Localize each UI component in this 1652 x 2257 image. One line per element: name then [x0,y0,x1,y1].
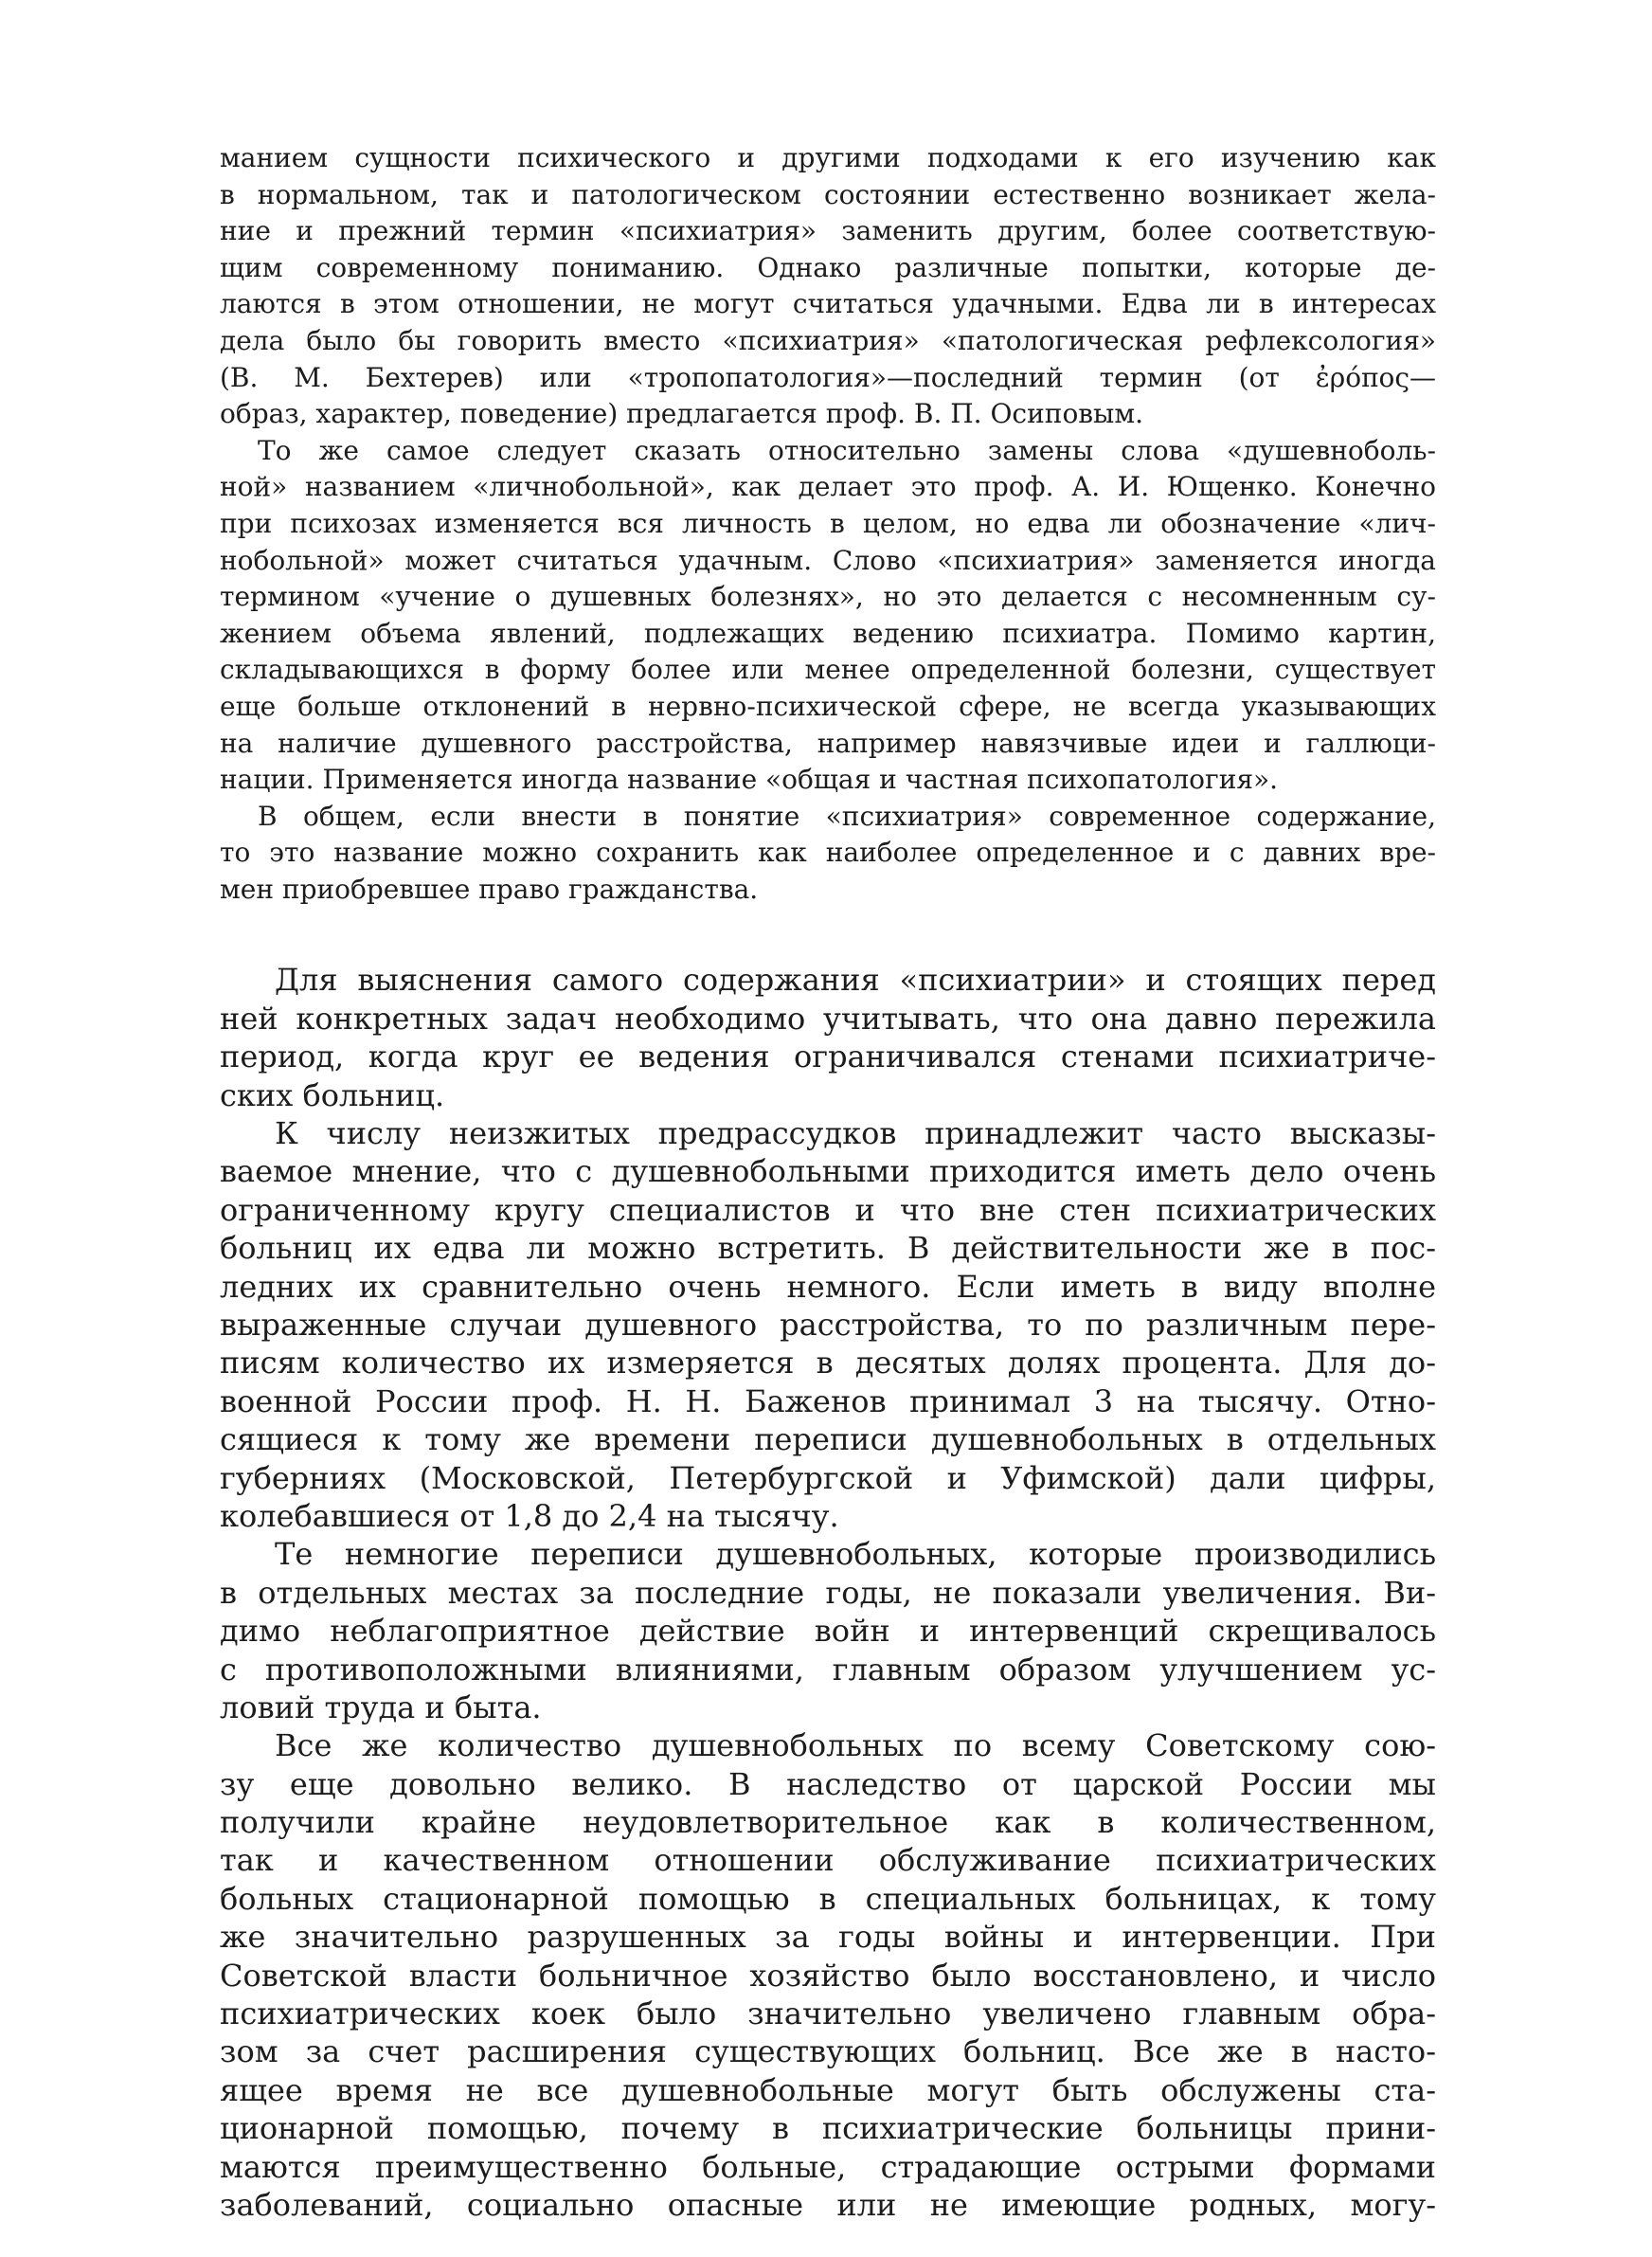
text-line: с противоположными влияниями, главным образом улучшением ус- [220,1651,1436,1688]
text-line: больных стационарной помощью в специальных больницах, к тому [220,1880,1436,1917]
text-line: то это название можно сохранить как наиболее определенное и с давних вре- [220,837,1436,869]
text-line: больниц их едва ли можно встретить. В действительности же в пос- [220,1230,1436,1267]
text-line: дела было бы говорить вместо «психиатрия» «патологическая рефлексология» [220,324,1436,356]
text-line: Советской власти больничное хозяйство было восстановлено, и число [220,1957,1436,1994]
text-line: заболеваний, социально опасные или не имеющие родных, могу- [220,2186,1436,2223]
text-line: термином «учение о душевных болезнях», но это делается с несомненным су- [220,581,1436,613]
text-line: ящее время не все душевнобольные могут быть обслужены ста- [220,2071,1436,2108]
text-line: ной» названием «личнобольной», как делает это проф. А. И. Ющенко. Конечно [220,471,1436,503]
text-line: губерниях (Московской, Петербургской и Уфимской) дали цифры, [220,1459,1436,1496]
paragraph-start-line: Те немногие переписи душевнобольных, которые производились [275,1536,1436,1573]
text-line: лаются в этом отношении, не могут считаться удачными. Едва ли в интересах [220,288,1436,320]
text-line: в нормальном, так и патологическом состоянии естественно возникает жела- [220,178,1436,210]
text-line: нации. Применяется иногда название «общая и частная психопатология». [220,764,1279,796]
text-line: нобольной» может считаться удачным. Слово «психиатрия» заменяется иногда [220,544,1436,576]
text-line: образ, характер, поведение) предлагается проф. В. П. Осиповым. [220,398,1144,430]
paragraph-start-line: К числу неизжитых предрассудков принадлежит часто высказы- [275,1115,1436,1152]
text-line: на наличие душевного расстройства, например навязчивые идеи и галлюци- [220,727,1436,759]
text-line: получили крайне неудовлетворительное как в количественном, [220,1804,1436,1841]
text-line: щим современному пониманию. Однако различные попытки, которые де- [220,251,1436,283]
text-line: период, когда круг ее ведения ограничивался стенами психиатриче- [220,1038,1436,1075]
small-print-block [220,140,1436,908]
text-line: димо неблагоприятное действие войн и интервенций скрещивалось [220,1613,1436,1650]
text-line: ловий труда и быта. [220,1688,542,1725]
text-line: манием сущности психического и другими подходами к его изучению как [220,142,1436,173]
text-line: ограниченному кругу специалистов и что вне стен психиатрических [220,1191,1436,1228]
text-line: выраженные случаи душевного расстройства, то по различным пере- [220,1306,1436,1343]
text-line: (В. М. Бехтерев) или «тропопатология»—последний термин (от ἐρόπος— [220,361,1436,393]
text-line: ледних их сравнительно очень немного. Если иметь в виду вполне [220,1268,1436,1305]
text-line: колебавшиеся от 1,8 до 2,4 на тысячу. [220,1497,839,1534]
text-line: психиатрических коек было значительно увеличено главным обра- [220,1995,1436,2032]
text-line: еще больше отклонений в нервно-психической сфере, не всегда указывающих [220,690,1436,722]
text-line: зу еще довольно велико. В наследство от царской России мы [220,1765,1436,1802]
text-line: ционарной помощью, почему в психиатрические больницы прини- [220,2110,1436,2147]
text-line: ваемое мнение, что с душевнобольными приходится иметь дело очень [220,1153,1436,1190]
text-line: же значительно разрушенных за годы войны и интервенции. При [220,1919,1436,1956]
text-line: так и качественном отношении обслуживание психиатрических [220,1842,1436,1879]
text-line: мен приобревшее право гражданства. [220,873,759,905]
text-line: жением объема явлений, подлежащих ведению психиатра. Помимо картин, [220,617,1436,649]
text-line: ней конкретных задач необходимо учитывать, что она давно пережила [220,1000,1436,1037]
text-line: ских больниц. [220,1076,445,1113]
text-line: военной России проф. Н. Н. Баженов принимал 3 на тысячу. Отно- [220,1382,1436,1419]
text-line: при психозах изменяется вся личность в целом, но едва ли обозначение «лич- [220,507,1436,539]
text-line: складывающихся в форму более или менее определенной болезни, существует [220,654,1436,686]
text-line: в отдельных местах за последние годы, не показали увеличения. Ви- [220,1574,1436,1611]
text-line: писям количество их измеряется в десятых долях процента. Для до- [220,1345,1436,1381]
paragraph-start-line: Для выяснения самого содержания «психиатрии» и стоящих перед [275,962,1436,999]
text-line: маются преимущественно больные, страдающие острыми формами [220,2148,1436,2185]
text-line: зом за счет расширения существующих больниц. Все же в насто- [220,2033,1436,2070]
main-text-block [220,961,1436,2224]
paragraph-start-line: Все же количество душевнобольных по всему Советскому сою- [275,1727,1436,1764]
text-line: сящиеся к тому же времени переписи душевнобольных в отдельных [220,1421,1436,1458]
paragraph-start-line: В общем, если внести в понятие «психиатрия» современное содержание, [258,800,1436,832]
paragraph-start-line: То же самое следует сказать относительно замены слова «душевноболь- [258,434,1436,466]
page [220,140,1436,2224]
text-line: ние и прежний термин «психиатрия» заменить другим, более соответствую- [220,215,1436,247]
